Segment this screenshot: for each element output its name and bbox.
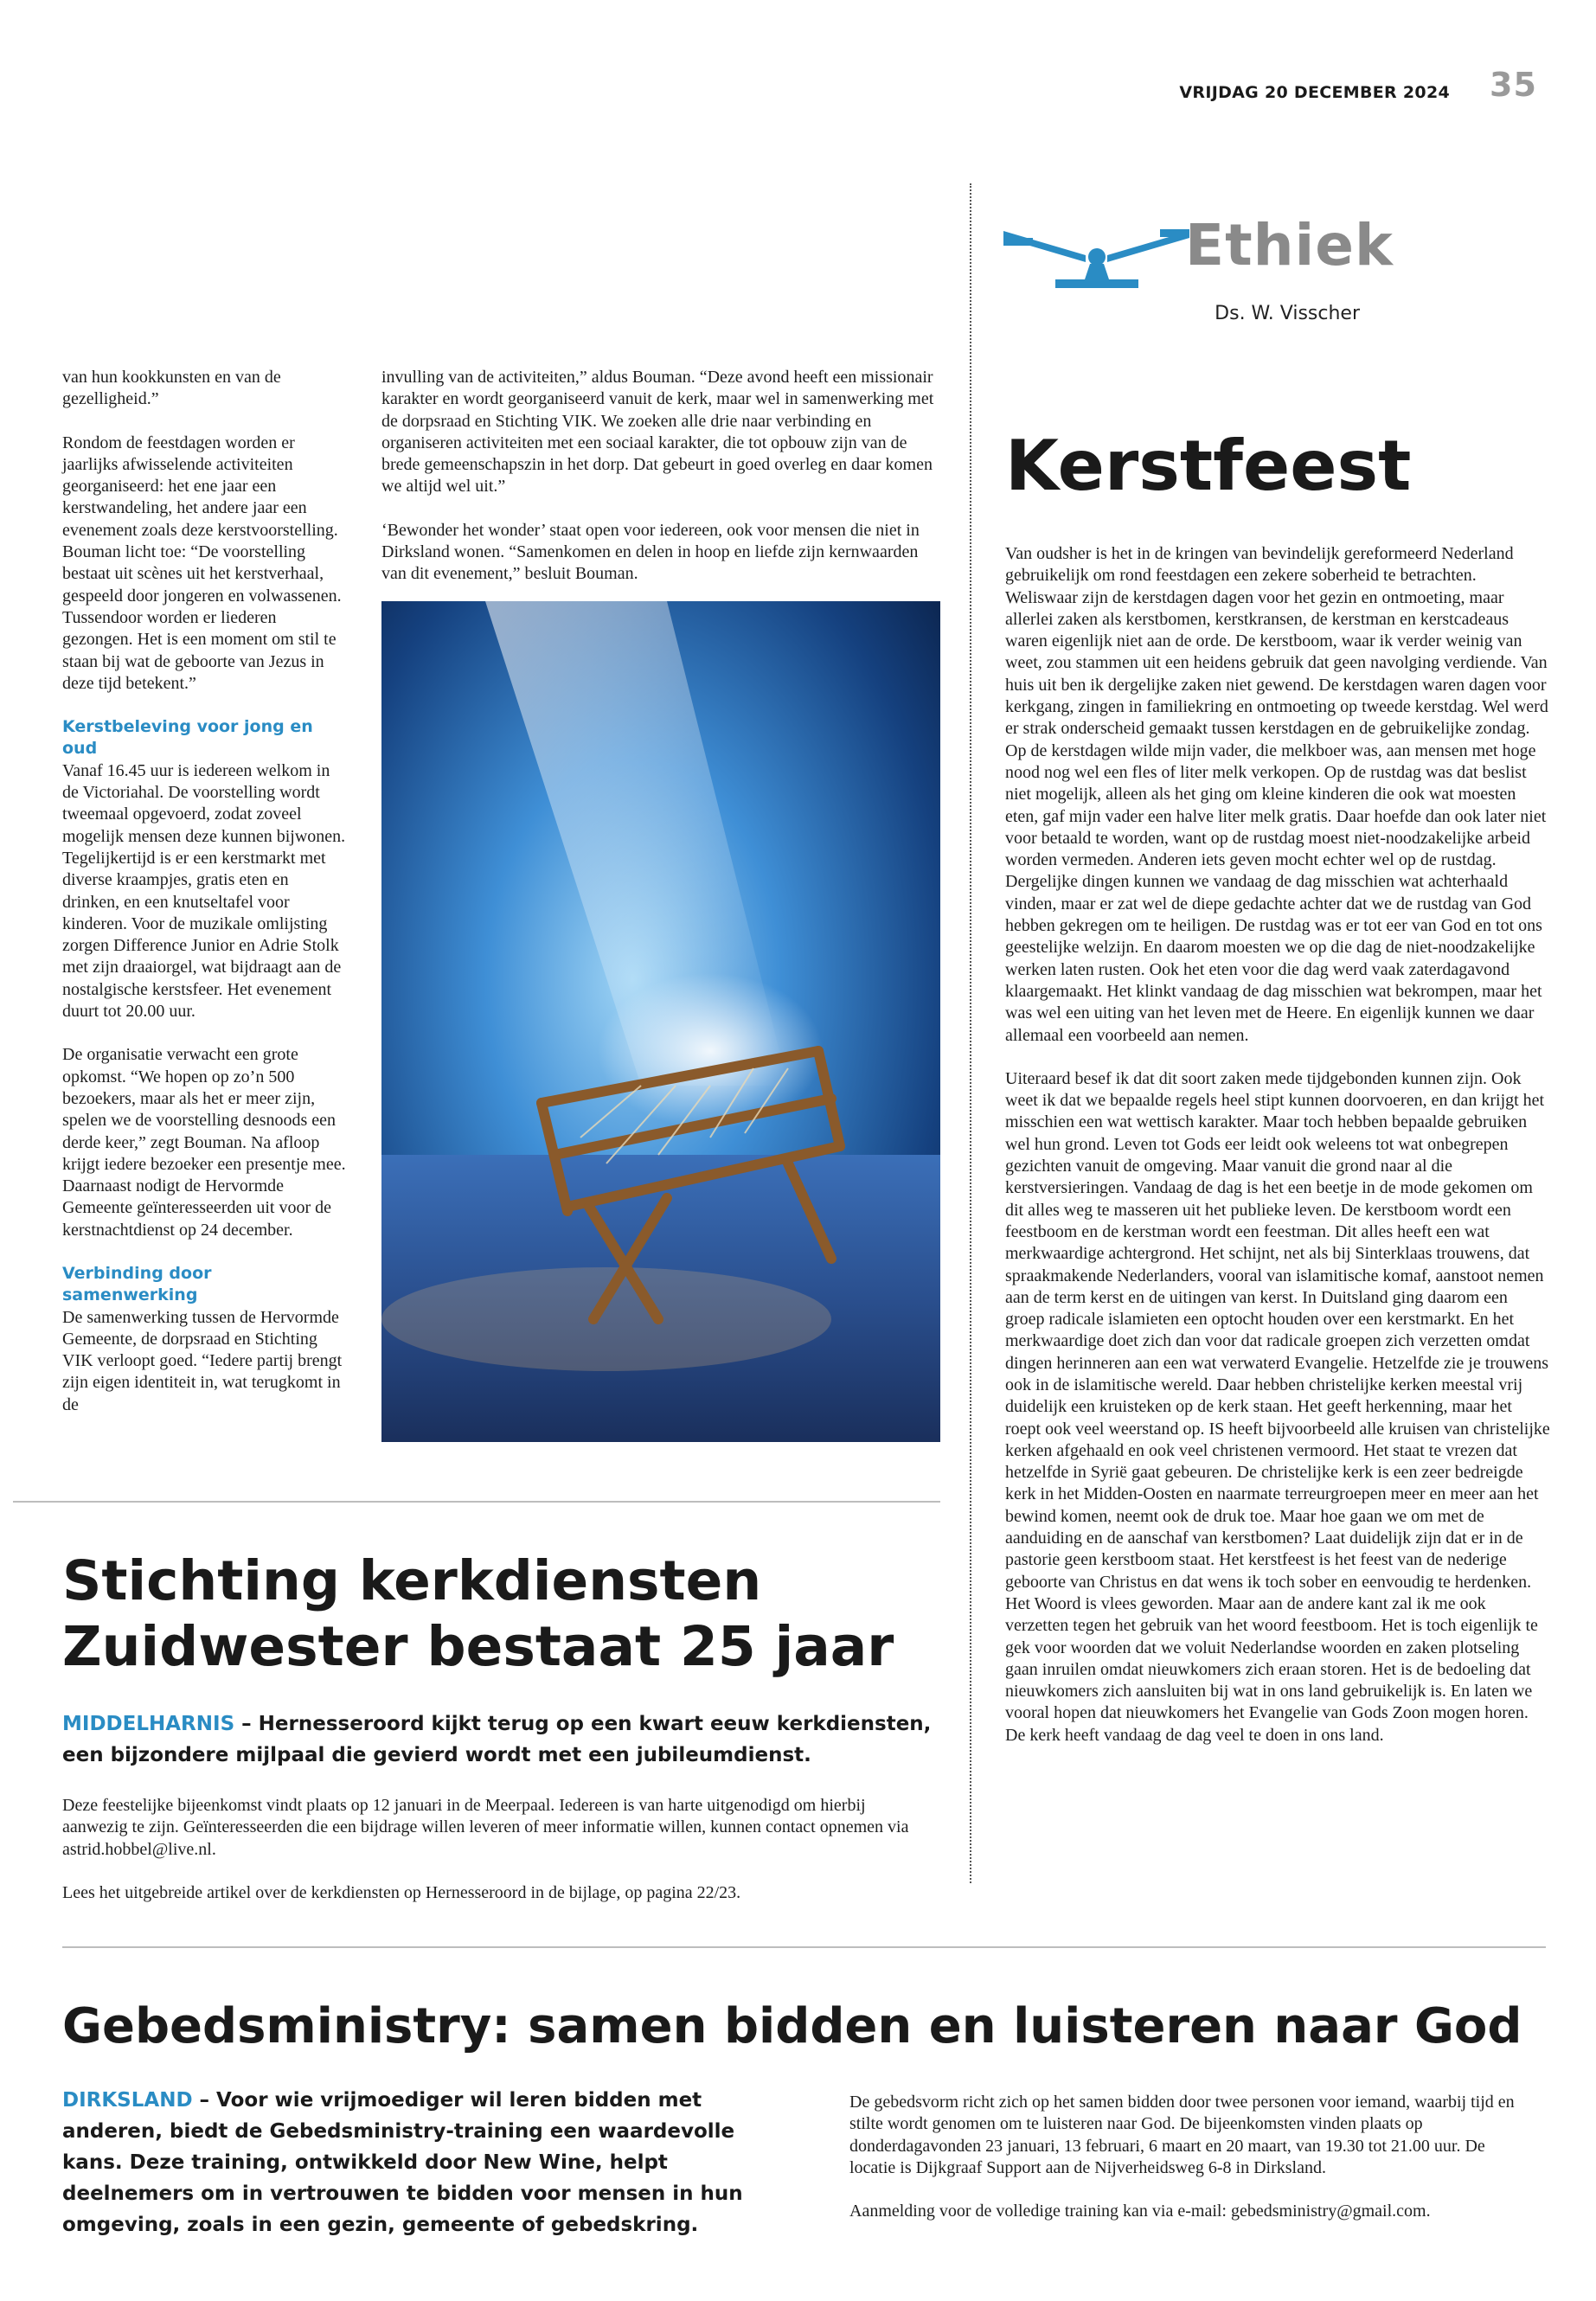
dateline: MIDDELHARNIS bbox=[62, 1713, 235, 1735]
paragraph: Aanmelding voor de volledige training kan via e-mail: gebedsministry@gmail.com. bbox=[849, 2202, 1431, 2221]
paragraph: De organisatie verwacht een grote opkomst. “We hopen op zo’n 500 bezoekers, maar als het er meer zijn, spelen we de voorstelling desnoods een derde keer,” zegt Bouman. Na afloop krijgt iedere bezoeker een presentje mee. Daarnaast nodigt de Hervormde Gemeente geïnteresseerden uit voor de kerstnachtdienst op 24 december. bbox=[62, 1045, 346, 1240]
paragraph: Lees het uitgebreide artikel over de kerkdiensten op Hernesseroord in de bijlage, op pagina 22/23. bbox=[62, 1882, 741, 1902]
article-body bbox=[62, 1795, 927, 1926]
article-divider bbox=[13, 1501, 940, 1503]
lead-text: – Voor wie vrijmoediger wil leren bidden met anderen, biedt de Gebedsministry-training een waardevolle kans. Deze training, ontwikkeld door New Wine, helpt deelnemers om in vertrouwen te bidden voor mensen in hun omgeving, zoals in een gezin, gemeente of gebedskring. bbox=[62, 2089, 743, 2236]
lead-text: – Hernesseroord kijkt terug op een kwart eeuw kerkdiensten, een bijzondere mijlpaal die gevierd wordt met een jubileumdienst. bbox=[62, 1713, 932, 1766]
paragraph: Rondom de feestdagen worden er jaarlijks afwisselende activiteiten georganiseerd: het ene jaar een kerstwandeling, het andere jaar een evenement zoals deze kerstvoorstelling. Bouman licht toe: “De voorstelling bestaat uit scènes uit het kerstverhaal, gespeeld door jongeren en volwassenen. Tussendoor worden er liederen gezongen. Het is een moment om stil te staan bij wat de geboorte van Jezus in deze tijd betekent.” bbox=[62, 433, 342, 693]
ethiek-body bbox=[1005, 543, 1550, 1768]
article-column-1 bbox=[62, 367, 346, 1416]
article-column-2 bbox=[381, 367, 940, 607]
subheading: Verbinding door samenwerking bbox=[62, 1263, 212, 1305]
paragraph: invulling van de activiteiten,” aldus Bouman. “Deze avond heeft een missionair karakter en wordt georganiseerd vanuit de kerk, maar wel in samenwerking met de dorpsraad en Stichting VIK. We zoeken alle drie naar verbinding en organiseren activiteiten met een sociaal karakter, die tot opbouw zijn van de brede gemeenschapszin in het dorp. Dat gebeurt in goed overleg en daar komen we altijd wel uit.” bbox=[381, 368, 934, 497]
paragraph: Uiteraard besef ik dat dit soort zaken mede tijdgebonden kunnen zijn. Ook weet ik dat we bepaalde regels heel stipt kunnen doorvoeren, en dan krijgt het misschien een wat wettisch karakter. Maar toch hebben bepaalde gebruiken wel hun grond. Leven tot Gods eer leidt ook weleens tot wat onbegrepen gezichten vanuit de omgeving. Maar vanuit die grond naar al die kerstversieringen. Vandaag de dag is het een beetje in de mode gekomen om dit alles weg te masseren uit het publieke leven. De kerstboom wordt een feestboom en de kerstman wordt een feestman. Dit alles heeft een wat merkwaardige achtergrond. Het schijnt, net als bij Sinterklaas trouwens, dat spraakmakende Nederlanders, vooral van islamitische komaf, aanstoot nemen aan de term kerst en de uitingen van kerst. In Duitsland ging daarom een groep radicale islamieten een optocht houden over een kerstmarkt. En het merkwaardige doet zich dan voor dat radicale groepen zich verzetten omdat dingen herinneren aan een wat verwaterd Evangelie. Hetzelfde zie je trouwens ook in de islamitische wereld. Daar hebben christelijke kerken meestal vrij duidelijk een kruisteken op de kerk staan. Het geeft herkenning, maar het roept ook veel weerstand op. IS heeft bijvoorbeeld alle kruisen van christelijke kerken afgehaald en ook veel christenen vermoord. Het staat te vrezen dat hetzelfde in Syrië gaat gebeuren. De christelijke kerk is een zeer bedreigde kerk in het Midden-Oosten en naarmate terreurgroepen meer en meer aan het bewind komen, neemt ook de druk toe. Maar hoe gaan we om met de aanduiding en de aanschaf van kerstbomen? Laat duidelijk zijn dat er in de pastorie geen kerstboom staat. Het kerstfeest is het feest van de nederige geboorte van Christus en dat wens ik toch sober en eenvoudig te herdenken. Het Woord is vlees geworden. Maar aan de andere kant zal ik me ook verzetten tegen het gebruik van het woord feestboom. Het is toch eigenlijk te gek voor woorden dat we voluit Nederlandse woorden en zaken plotseling gaan inruilen omdat nieuwkomers zich eraan storen. Het is de bedoeling dat nieuwkomers zich aansluiten bij wat in ons land gebruikelijk is. En laten we vooral hopen dat nieuwkomers het Evangelie van Gods Zoon mogen horen. De kerk heeft vandaag de dag veel te doen in ons land. bbox=[1005, 1068, 1550, 1745]
column-title: Kerstfeest bbox=[1005, 426, 1412, 506]
paragraph: Vanaf 16.45 uur is iedereen welkom in de Victoriahal. De voorstelling wordt tweemaal opgevoerd, zodat zoveel mogelijk mensen deze kunnen bijwonen. Tegelijkertijd is er een kerstmarkt met diverse kraampjes, gratis eten en drinken, en een knutseltafel voor kinderen. Voor de muzikale omlijsting zorgen Difference Junior en Adrie Stolk met zijn draaiorgel, wat bijdraagt aan de nostalgische kerstsfeer. Het evenement duurt tot 20.00 uur. bbox=[62, 760, 346, 1022]
paragraph: ‘Bewonder het wonder’ staat open voor iedereen, ook voor mensen die niet in Dirksland wonen. “Samenkomen en delen in hoop en liefde zijn kernwaarden van dit evenement,” besluit Bouman. bbox=[381, 520, 920, 584]
article-body bbox=[849, 2092, 1524, 2244]
lead bbox=[62, 2085, 772, 2240]
dateline: DIRKSLAND bbox=[62, 2089, 193, 2112]
issue-date: VRIJDAG 20 DECEMBER 2024 bbox=[1179, 83, 1450, 102]
subheading: Kerstbeleving voor jong en oud bbox=[62, 717, 313, 759]
page-number: 35 bbox=[1490, 66, 1537, 104]
manger-photo bbox=[381, 601, 940, 1442]
paragraph: Deze feestelijke bijeenkomst vindt plaats op 12 januari in de Meerpaal. Iedereen is van harte uitgenodigd om hierbij aanwezig te zijn. Geïnteresseerden die een bijdrage willen leveren of meer informatie willen, kunnen contact opnemen via astrid.hobbel@live.nl. bbox=[62, 1796, 909, 1859]
author: Ds. W. Visscher bbox=[1215, 303, 1360, 324]
paragraph: De gebedsvorm richt zich op het samen bidden door twee personen voor iemand, waarbij tijd en stilte wordt genomen om te luisteren naar God. De bijeenkomsten vinden plaats op donderdagavonden 23 januari, 13 februari, 6 maart en 20 maart, van 19.30 tot 21.00 uur. De locatie is Dijkgraaf Support aan de Nijverheidsweg 6-8 in Dirksland. bbox=[849, 2093, 1515, 2177]
section-title: Ethiek bbox=[1185, 212, 1394, 279]
bottom-divider bbox=[62, 1946, 1546, 1948]
lead bbox=[62, 1708, 945, 1771]
headline: Gebedsministry: samen bidden en luisteren naar God bbox=[62, 1998, 1522, 2054]
scales-icon bbox=[1003, 212, 1189, 294]
paragraph: De samenwerking tussen de Hervormde Gemeente, de dorpsraad en Stichting VIK verloopt goed. “Iedere partij brengt zijn eigen identiteit in, wat terugkomt in de bbox=[62, 1307, 343, 1414]
headline: Stichting kerkdiensten Zuidwester bestaat 25 jaar bbox=[62, 1549, 894, 1678]
paragraph: van hun kookkunsten en van de gezelligheid.” bbox=[62, 368, 281, 409]
paragraph: Van oudsher is het in de kringen van bevindelijk gereformeerd Nederland gebruikelijk om rond feestdagen een zekere soberheid te betrachten. Weliswaar zijn de kerstdagen dagen voor het gezin en ontmoeting, maar allerlei zaken als kerstbomen, kerstkransen, de kerstman en kerstcadeaus waren eigenlijk niet aan de orde. De kerstboom, waar ik verder weinig van weet, zou stammen uit een heidens gebruik dat geen navolging verdiende. Van huis uit ben ik dergelijke zaken niet gewend. De kerstdagen waren dagen voor kerkgang, zingen in familiekring en ontmoeting op tweede kerstdag. Wel werd er strak onderscheid gemaakt tussen kerstdagen en de gebruikelijke zondag. Op de kerstdagen wilde mijn vader, die melkboer was, aan mensen met hoge nood nog wel een fles of liter melk verkopen. Op de rustdag was dat beslist niet mogelijk, alleen als het ging om kleine kinderen die ook wat moesten eten, gaf mijn vader een halve liter melk gratis. Daar hoefde dan ook later niet voor betaald te worden, want op de rustdag moest niet-noodzakelijke arbeid worden vermeden. Anderen iets geven mocht echter wel op de rustdag. Dergelijke dingen kunnen we vandaag de dag misschien wat achterhaald vinden, maar er zat wel de diepe gedachte achter dat we de rustdag van God hebben gekregen om te heiligen. De rustdag was er tot eer van God en tot ons geestelijke welzijn. En daarom moesten we op die dag de niet-noodzakelijke werken laten rusten. Ook het eten voor die dag werd vaak zaterdagavond klaargemaakt. Het klinkt vandaag de dag misschien wat bekrompen, maar het was wel een uiting van het leven met de Heere. En eigenlijk kunnen we daar allemaal een voorbeeld aan nemen. bbox=[1005, 544, 1548, 1045]
